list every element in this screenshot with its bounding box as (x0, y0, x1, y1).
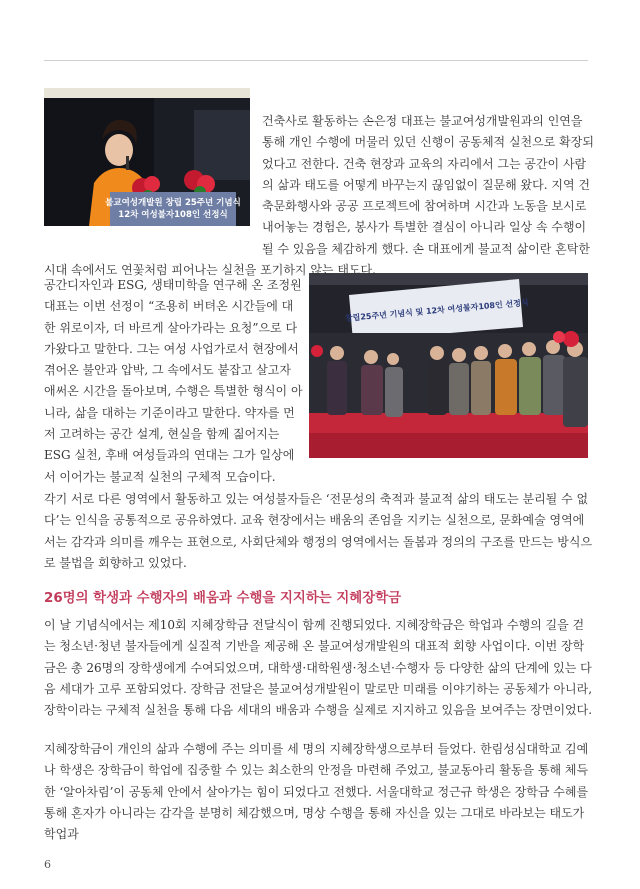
podium-banner-line1: 불교여성개발원 창립 25주년 기념식 (105, 198, 241, 208)
header-rule (44, 60, 588, 61)
article-paragraph-4: 이 날 기념식에서는 제10회 지혜장학금 전달식이 함께 진행되었다. 지혜장학금은 학업과 수행의 길을 걷는 청소년·청년 불자들에게 실질적 기반을 제공해 온 불교여성개발원의 대표적 회향 사업이다. 이번 장학금은 총 26명의 장학생에게 수여되었으며, 대학생·대학원생·청소년·수행자 등 다양한 삶의 단계에 있는 다음 세대가 고루 포함되었다. 장학금 전달은 불교여성개발원이 말로만 미래를 이야기하는 공동체가 아니라, 장학이라는 구체적 실천을 통해 다음 세대의 배움과 수행을 실제로 지지하고 있음을 보여주는 장면이었다. (44, 618, 593, 718)
photo1-wrap-space (44, 111, 262, 259)
photo2-wrap-space (304, 275, 594, 467)
article-paragraph-5: 지혜장학금이 개인의 삶과 수행에 주는 의미를 세 명의 지혜장학생으로부터 들었다. 한림성심대학교 김예나 학생은 장학금이 학업에 집중할 수 있는 최소한의 안정을 마련해 주었고, 불교동아리 활동을 통해 체득한 ‘알아차림’이 공동체 안에서 살아가는 힘이 되었다고 전했다. 서울대학교 정근규 학생은 장학금 수혜를 통해 혼자가 아니라는 감각을 분명히 체감했으며, 명상 수행을 통해 자신을 있는 그대로 바라보는 태도가 학업과 (44, 742, 589, 842)
article-paragraph-1 (44, 111, 594, 281)
article-paragraph-2 (44, 275, 594, 488)
stage-banner-text: 창립25주년 기념식 및 12차 여성불자108인 선정식 (344, 297, 529, 324)
section-heading: 26명의 학생과 수행자의 배움과 수행을 지지하는 지혜장학금 (44, 591, 402, 606)
article-paragraph-2-text: 공간디자인과 ESG, 생태미학을 연구해 온 조정원 대표는 이번 선정이 “조용히 버텨온 시간들에 대한 위로이자, 더 바르게 살아가라는 요청”으로 다가왔다고 말한다. 그는 여성 사업가로서 현장에서 겪어온 불안과 압박, 그 속에서도 붙잡고 살고자 애써온 시간을 돌아보며, 수행은 특별한 형식이 아니라, 삶을 대하는 기준이라고 말한다. 약자를 먼저 고려하는 공간 설계, 현실을 함께 짊어지는 ESG 실천, 후배 여성들과의 연대는 그가 일상에서 이어가는 불교적 실천의 구체적 모습이다. (44, 278, 303, 484)
page-number: 6 (44, 858, 51, 871)
article-paragraph-1-text: 건축사로 활동하는 손은정 대표는 불교여성개발원과의 인연을 통해 개인 수행에 머물러 있던 신행이 공동체적 실천으로 확장되었다고 전한다. 건축 현장과 교육의 자리에서 그는 공간이 사람의 삶과 태도를 어떻게 바꾸는지 끊임없이 질문해 왔다. 지역 건축문화행사와 공공 프로젝트에 참여하며 시간과 노동을 보시로 내어놓는 경험은, 봉사가 특별한 결심이 아니라 일상 속 수행이 될 수 있음을 체감하게 했다. 손 대표에게 불교적 삶이란 혼탁한 시대 속에서도 연꽃처럼 피어나는 실천을 포기하지 않는 태도다. (44, 114, 594, 278)
podium-banner-line2: 12차 여성불자108인 선정식 (118, 210, 228, 220)
article-paragraph-3: 각기 서로 다른 영역에서 활동하고 있는 여성불자들은 ‘전문성의 축적과 불교적 삶의 태도는 분리될 수 없다’는 인식을 공통적으로 공유하였다. 교육 현장에서는 배움의 존엄을 지키는 실천으로, 문화예술 영역에서는 감각과 의미를 깨우는 표현으로, 사회단체와 행정의 영역에서는 돌봄과 정의의 구조를 만드는 방식으로 불법을 회향하고 있었다. (44, 492, 593, 570)
